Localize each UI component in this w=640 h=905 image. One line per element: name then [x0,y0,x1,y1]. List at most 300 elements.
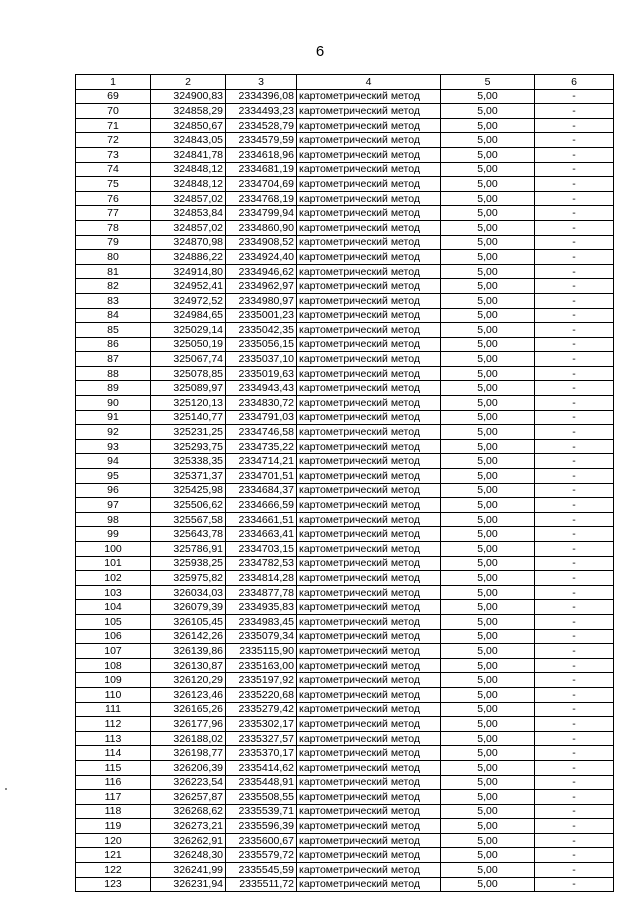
accuracy-cell: 5,00 [441,220,535,235]
point-number-cell: 102 [76,571,151,586]
note-cell: - [535,366,614,381]
point-number-cell: 116 [76,775,151,790]
y-coordinate-cell: 2335163,00 [226,658,297,673]
method-cell: картометрический метод [297,454,441,469]
accuracy-cell: 5,00 [441,206,535,221]
point-number-cell: 119 [76,819,151,834]
point-number-cell: 114 [76,746,151,761]
accuracy-cell: 5,00 [441,147,535,162]
accuracy-cell: 5,00 [441,614,535,629]
y-coordinate-cell: 2334830,72 [226,396,297,411]
x-coordinate-cell: 325786,91 [151,542,226,557]
point-number-cell: 84 [76,308,151,323]
note-cell: - [535,425,614,440]
method-cell: картометрический метод [297,162,441,177]
point-number-cell: 73 [76,147,151,162]
x-coordinate-cell: 325425,98 [151,483,226,498]
method-cell: картометрический метод [297,396,441,411]
x-coordinate-cell: 326241,99 [151,863,226,878]
table-row [76,833,614,848]
accuracy-cell: 5,00 [441,687,535,702]
accuracy-cell: 5,00 [441,410,535,425]
accuracy-cell: 5,00 [441,454,535,469]
table-row [76,235,614,250]
note-cell: - [535,629,614,644]
y-coordinate-cell: 2335115,90 [226,644,297,659]
accuracy-cell: 5,00 [441,571,535,586]
y-coordinate-cell: 2334579,59 [226,133,297,148]
accuracy-cell: 5,00 [441,104,535,119]
note-cell: - [535,644,614,659]
point-number-cell: 96 [76,483,151,498]
y-coordinate-cell: 2335579,72 [226,848,297,863]
accuracy-cell: 5,00 [441,293,535,308]
note-cell: - [535,512,614,527]
method-cell: картометрический метод [297,366,441,381]
accuracy-cell: 5,00 [441,512,535,527]
accuracy-cell: 5,00 [441,600,535,615]
method-cell: картометрический метод [297,177,441,192]
x-coordinate-cell: 326273,21 [151,819,226,834]
header-col-5: 5 [441,75,535,90]
note-cell: - [535,804,614,819]
x-coordinate-cell: 324848,12 [151,162,226,177]
point-number-cell: 100 [76,542,151,557]
accuracy-cell: 5,00 [441,702,535,717]
table-row [76,264,614,279]
note-cell: - [535,104,614,119]
method-cell: картометрический метод [297,250,441,265]
point-number-cell: 122 [76,863,151,878]
note-cell: - [535,877,614,892]
note-cell: - [535,206,614,221]
margin-mark [5,788,7,790]
accuracy-cell: 5,00 [441,556,535,571]
point-number-cell: 103 [76,585,151,600]
method-cell: картометрический метод [297,790,441,805]
y-coordinate-cell: 2334980,97 [226,293,297,308]
y-coordinate-cell: 2335019,63 [226,366,297,381]
accuracy-cell: 5,00 [441,162,535,177]
x-coordinate-cell: 325338,35 [151,454,226,469]
method-cell: картометрический метод [297,133,441,148]
table-row [76,629,614,644]
method-cell: картометрический метод [297,264,441,279]
y-coordinate-cell: 2334791,03 [226,410,297,425]
method-cell: картометрический метод [297,863,441,878]
method-cell: картометрический метод [297,104,441,119]
x-coordinate-cell: 325371,37 [151,469,226,484]
y-coordinate-cell: 2334618,96 [226,147,297,162]
x-coordinate-cell: 326188,02 [151,731,226,746]
header-col-3: 3 [226,75,297,90]
table-row [76,614,614,629]
method-cell: картометрический метод [297,279,441,294]
y-coordinate-cell: 2334735,22 [226,439,297,454]
note-cell: - [535,410,614,425]
point-number-cell: 86 [76,337,151,352]
accuracy-cell: 5,00 [441,790,535,805]
table-row [76,250,614,265]
note-cell: - [535,483,614,498]
note-cell: - [535,746,614,761]
table-row [76,877,614,892]
note-cell: - [535,308,614,323]
y-coordinate-cell: 2335302,17 [226,717,297,732]
y-coordinate-cell: 2334924,40 [226,250,297,265]
accuracy-cell: 5,00 [441,644,535,659]
accuracy-cell: 5,00 [441,658,535,673]
table-row [76,658,614,673]
table-row [76,352,614,367]
method-cell: картометрический метод [297,220,441,235]
note-cell: - [535,469,614,484]
x-coordinate-cell: 324914,80 [151,264,226,279]
point-number-cell: 82 [76,279,151,294]
note-cell: - [535,177,614,192]
point-number-cell: 109 [76,673,151,688]
point-number-cell: 79 [76,235,151,250]
note-cell: - [535,556,614,571]
table-row [76,308,614,323]
method-cell: картометрический метод [297,717,441,732]
table-row [76,717,614,732]
accuracy-cell: 5,00 [441,629,535,644]
note-cell: - [535,293,614,308]
accuracy-cell: 5,00 [441,337,535,352]
note-cell: - [535,381,614,396]
note-cell: - [535,600,614,615]
accuracy-cell: 5,00 [441,863,535,878]
accuracy-cell: 5,00 [441,542,535,557]
x-coordinate-cell: 325231,25 [151,425,226,440]
x-coordinate-cell: 325506,62 [151,498,226,513]
point-number-cell: 88 [76,366,151,381]
point-number-cell: 85 [76,323,151,338]
accuracy-cell: 5,00 [441,177,535,192]
x-coordinate-cell: 326231,94 [151,877,226,892]
y-coordinate-cell: 2334943,43 [226,381,297,396]
x-coordinate-cell: 324857,02 [151,191,226,206]
note-cell: - [535,454,614,469]
table-row [76,89,614,104]
note-cell: - [535,760,614,775]
method-cell: картометрический метод [297,731,441,746]
y-coordinate-cell: 2334493,23 [226,104,297,119]
y-coordinate-cell: 2334768,19 [226,191,297,206]
point-number-cell: 97 [76,498,151,513]
method-cell: картометрический метод [297,600,441,615]
y-coordinate-cell: 2335042,35 [226,323,297,338]
accuracy-cell: 5,00 [441,731,535,746]
point-number-cell: 91 [76,410,151,425]
y-coordinate-cell: 2335370,17 [226,746,297,761]
table-row [76,556,614,571]
accuracy-cell: 5,00 [441,673,535,688]
note-cell: - [535,498,614,513]
table-row [76,279,614,294]
header-col-1: 1 [76,75,151,90]
note-cell: - [535,658,614,673]
y-coordinate-cell: 2335596,39 [226,819,297,834]
point-number-cell: 121 [76,848,151,863]
y-coordinate-cell: 2335197,92 [226,673,297,688]
method-cell: картометрический метод [297,118,441,133]
method-cell: картометрический метод [297,425,441,440]
x-coordinate-cell: 326268,62 [151,804,226,819]
method-cell: картометрический метод [297,206,441,221]
x-coordinate-cell: 325975,82 [151,571,226,586]
table-row [76,760,614,775]
header-col-6: 6 [535,75,614,90]
table-row [76,673,614,688]
x-coordinate-cell: 324858,29 [151,104,226,119]
x-coordinate-cell: 326177,96 [151,717,226,732]
point-number-cell: 78 [76,220,151,235]
point-number-cell: 77 [76,206,151,221]
table-row [76,323,614,338]
x-coordinate-cell: 325078,85 [151,366,226,381]
point-number-cell: 120 [76,833,151,848]
y-coordinate-cell: 2334661,51 [226,512,297,527]
method-cell: картометрический метод [297,293,441,308]
x-coordinate-cell: 324843,05 [151,133,226,148]
method-cell: картометрический метод [297,89,441,104]
table-row [76,366,614,381]
note-cell: - [535,775,614,790]
point-number-cell: 80 [76,250,151,265]
point-number-cell: 117 [76,790,151,805]
method-cell: картометрический метод [297,483,441,498]
method-cell: картометрический метод [297,673,441,688]
note-cell: - [535,235,614,250]
x-coordinate-cell: 324972,52 [151,293,226,308]
accuracy-cell: 5,00 [441,819,535,834]
table-row [76,527,614,542]
point-number-cell: 74 [76,162,151,177]
accuracy-cell: 5,00 [441,323,535,338]
point-number-cell: 115 [76,760,151,775]
method-cell: картометрический метод [297,323,441,338]
x-coordinate-cell: 326105,45 [151,614,226,629]
note-cell: - [535,731,614,746]
coordinates-table [75,74,614,892]
note-cell: - [535,687,614,702]
x-coordinate-cell: 326079,39 [151,600,226,615]
method-cell: картометрический метод [297,644,441,659]
point-number-cell: 118 [76,804,151,819]
table-row [76,147,614,162]
table-row [76,410,614,425]
accuracy-cell: 5,00 [441,264,535,279]
accuracy-cell: 5,00 [441,439,535,454]
note-cell: - [535,191,614,206]
table-row [76,425,614,440]
accuracy-cell: 5,00 [441,760,535,775]
method-cell: картометрический метод [297,439,441,454]
method-cell: картометрический метод [297,585,441,600]
accuracy-cell: 5,00 [441,89,535,104]
point-number-cell: 76 [76,191,151,206]
note-cell: - [535,352,614,367]
x-coordinate-cell: 325643,78 [151,527,226,542]
y-coordinate-cell: 2334746,58 [226,425,297,440]
note-cell: - [535,571,614,586]
x-coordinate-cell: 326206,39 [151,760,226,775]
page-number: 6 [315,43,325,60]
accuracy-cell: 5,00 [441,352,535,367]
table-row [76,702,614,717]
method-cell: картометрический метод [297,571,441,586]
table-row [76,819,614,834]
x-coordinate-cell: 325050,19 [151,337,226,352]
x-coordinate-cell: 326142,26 [151,629,226,644]
table-row [76,571,614,586]
y-coordinate-cell: 2335508,55 [226,790,297,805]
x-coordinate-cell: 326257,87 [151,790,226,805]
y-coordinate-cell: 2334908,52 [226,235,297,250]
point-number-cell: 83 [76,293,151,308]
table-row [76,644,614,659]
x-coordinate-cell: 326120,29 [151,673,226,688]
accuracy-cell: 5,00 [441,469,535,484]
note-cell: - [535,337,614,352]
method-cell: картометрический метод [297,381,441,396]
table-row [76,118,614,133]
table-row [76,790,614,805]
method-cell: картометрический метод [297,308,441,323]
y-coordinate-cell: 2334701,51 [226,469,297,484]
point-number-cell: 75 [76,177,151,192]
y-coordinate-cell: 2334935,83 [226,600,297,615]
accuracy-cell: 5,00 [441,235,535,250]
x-coordinate-cell: 326262,91 [151,833,226,848]
point-number-cell: 69 [76,89,151,104]
x-coordinate-cell: 326165,26 [151,702,226,717]
method-cell: картометрический метод [297,147,441,162]
x-coordinate-cell: 324857,02 [151,220,226,235]
point-number-cell: 110 [76,687,151,702]
note-cell: - [535,585,614,600]
accuracy-cell: 5,00 [441,118,535,133]
method-cell: картометрический метод [297,498,441,513]
y-coordinate-cell: 2334799,94 [226,206,297,221]
point-number-cell: 70 [76,104,151,119]
note-cell: - [535,717,614,732]
note-cell: - [535,118,614,133]
accuracy-cell: 5,00 [441,746,535,761]
y-coordinate-cell: 2334946,62 [226,264,297,279]
point-number-cell: 99 [76,527,151,542]
table-row [76,731,614,746]
table-row [76,220,614,235]
x-coordinate-cell: 324853,84 [151,206,226,221]
accuracy-cell: 5,00 [441,279,535,294]
header-col-4: 4 [297,75,441,90]
note-cell: - [535,162,614,177]
y-coordinate-cell: 2334663,41 [226,527,297,542]
y-coordinate-cell: 2335037,10 [226,352,297,367]
x-coordinate-cell: 325567,58 [151,512,226,527]
note-cell: - [535,542,614,557]
table-row [76,687,614,702]
accuracy-cell: 5,00 [441,585,535,600]
method-cell: картометрический метод [297,527,441,542]
table-row [76,498,614,513]
method-cell: картометрический метод [297,833,441,848]
note-cell: - [535,89,614,104]
accuracy-cell: 5,00 [441,308,535,323]
y-coordinate-cell: 2334782,53 [226,556,297,571]
y-coordinate-cell: 2334703,15 [226,542,297,557]
accuracy-cell: 5,00 [441,804,535,819]
point-number-cell: 89 [76,381,151,396]
table-row [76,848,614,863]
y-coordinate-cell: 2334714,21 [226,454,297,469]
note-cell: - [535,863,614,878]
method-cell: картометрический метод [297,775,441,790]
x-coordinate-cell: 324848,12 [151,177,226,192]
method-cell: картометрический метод [297,512,441,527]
accuracy-cell: 5,00 [441,250,535,265]
method-cell: картометрический метод [297,804,441,819]
x-coordinate-cell: 324841,78 [151,147,226,162]
accuracy-cell: 5,00 [441,381,535,396]
point-number-cell: 112 [76,717,151,732]
table-row [76,746,614,761]
method-cell: картометрический метод [297,702,441,717]
x-coordinate-cell: 326139,86 [151,644,226,659]
note-cell: - [535,147,614,162]
y-coordinate-cell: 2335327,57 [226,731,297,746]
method-cell: картометрический метод [297,746,441,761]
point-number-cell: 113 [76,731,151,746]
point-number-cell: 95 [76,469,151,484]
y-coordinate-cell: 2335056,15 [226,337,297,352]
table-row [76,863,614,878]
method-cell: картометрический метод [297,819,441,834]
accuracy-cell: 5,00 [441,133,535,148]
header-col-2: 2 [151,75,226,90]
table-body [76,89,614,892]
y-coordinate-cell: 2334704,69 [226,177,297,192]
point-number-cell: 87 [76,352,151,367]
table-header-row [76,75,614,90]
accuracy-cell: 5,00 [441,366,535,381]
method-cell: картометрический метод [297,877,441,892]
x-coordinate-cell: 324900,83 [151,89,226,104]
method-cell: картометрический метод [297,629,441,644]
method-cell: картометрический метод [297,337,441,352]
x-coordinate-cell: 326223,54 [151,775,226,790]
table-row [76,483,614,498]
x-coordinate-cell: 324870,98 [151,235,226,250]
table-row [76,104,614,119]
table-row [76,600,614,615]
accuracy-cell: 5,00 [441,527,535,542]
y-coordinate-cell: 2335511,72 [226,877,297,892]
accuracy-cell: 5,00 [441,396,535,411]
table-row [76,542,614,557]
x-coordinate-cell: 324984,65 [151,308,226,323]
method-cell: картометрический метод [297,848,441,863]
method-cell: картометрический метод [297,556,441,571]
note-cell: - [535,220,614,235]
point-number-cell: 93 [76,439,151,454]
y-coordinate-cell: 2334681,19 [226,162,297,177]
point-number-cell: 123 [76,877,151,892]
x-coordinate-cell: 325938,25 [151,556,226,571]
